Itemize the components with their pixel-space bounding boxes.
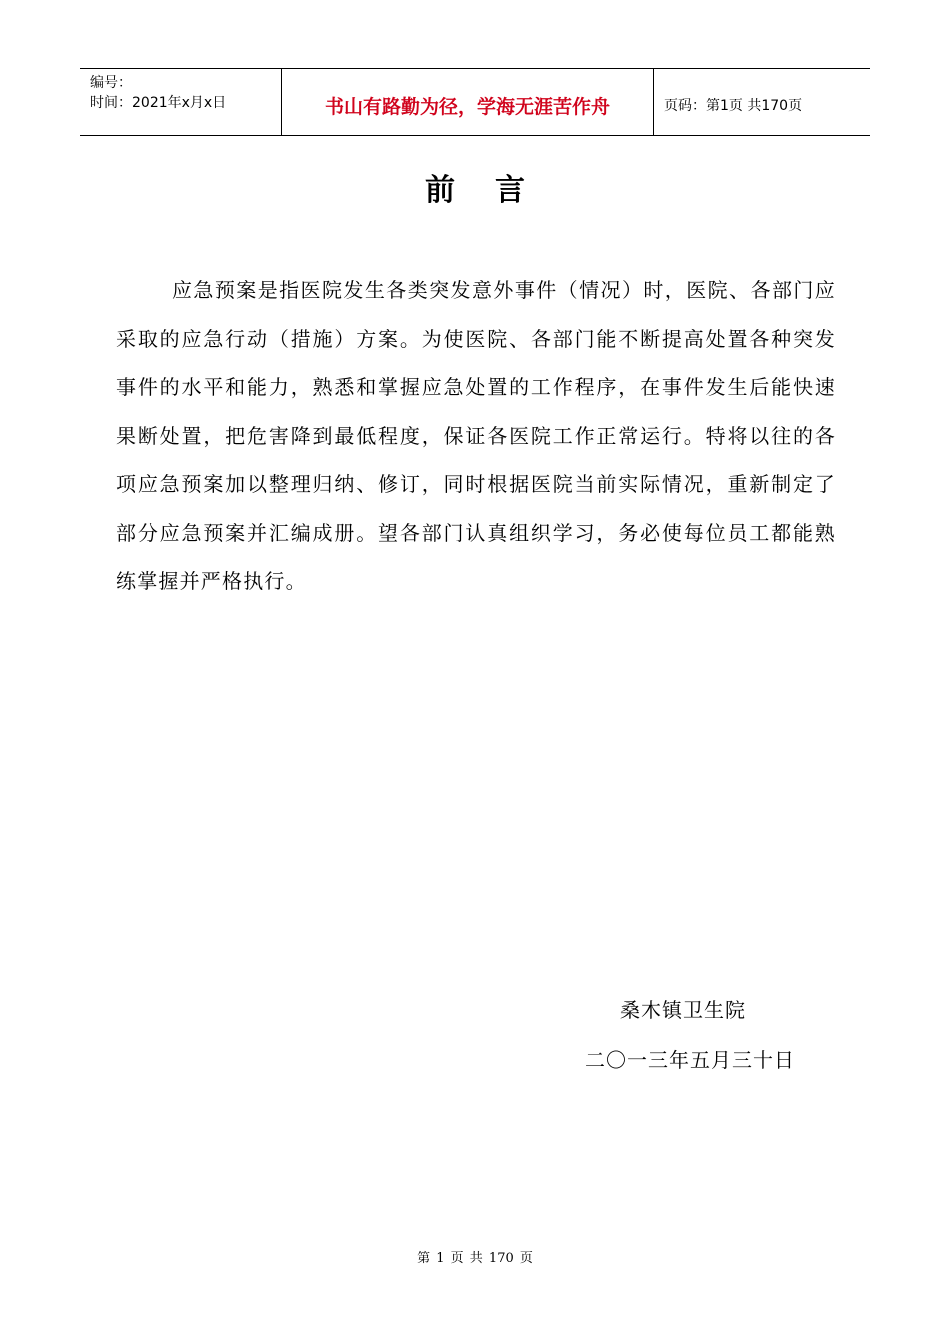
time-line: 时间：2021年x月x日 (90, 95, 227, 111)
preface-paragraph: 应急预案是指医院发生各类突发意外事件（情况）时，医院、各部门应采取的应急行动（措施）方案。为使医院、各部门能不断提高处置各种突发事件的水平和能力，熟悉和掌握应急处置的工作程序，在事件发生后能快速果断处置，把危害降到最低程度，保证各医院工作正常运行。特将以往的各项应急预案加以整理归纳、修订，同时根据医院当前实际情况，重新制定了部分应急预案并汇编成册。望各部门认真组织学习，务必使每位员工都能熟练掌握并严格执行。 (116, 278, 836, 593)
signature-organization: 桑木镇卫生院 (620, 998, 746, 1022)
header-page-code: 页码：第1页 共170页 (664, 98, 803, 114)
header-meta-cell (80, 69, 282, 135)
header-table (80, 68, 870, 136)
page-footer: 第 1 页 共 170 页 (417, 1251, 533, 1266)
page-title: 前言 (425, 173, 565, 208)
number-label: 编号： (90, 75, 132, 91)
header-motto: 书山有路勤为径，学海无涯苦作舟 (282, 69, 654, 135)
signature-date: 二〇一三年五月三十日 (585, 1048, 795, 1072)
